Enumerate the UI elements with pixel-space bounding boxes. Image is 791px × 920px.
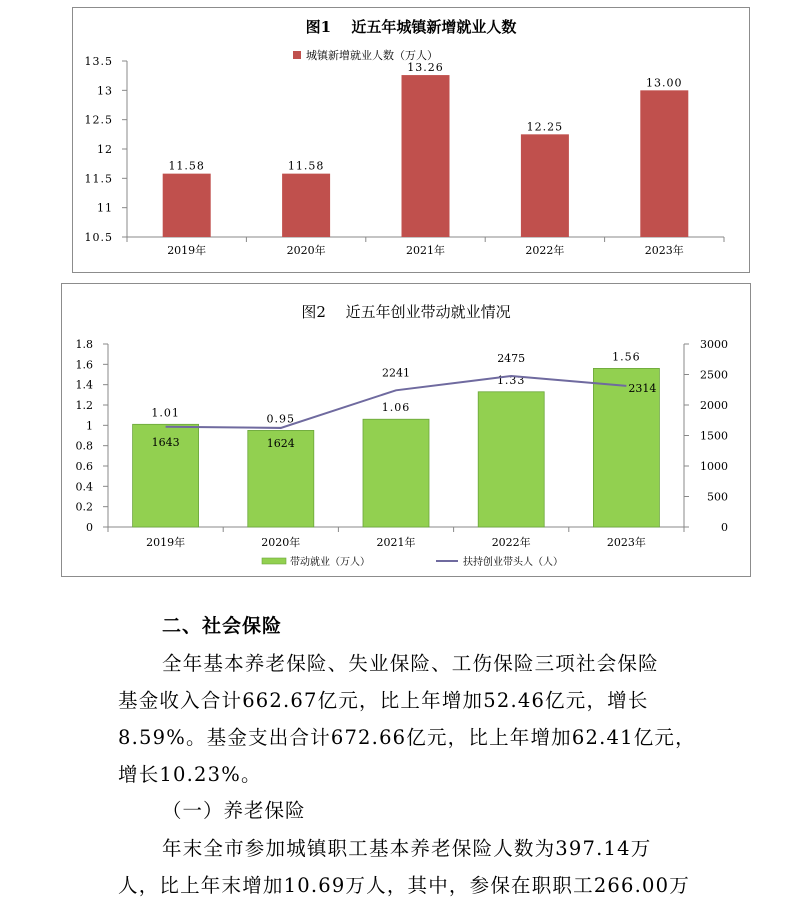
- chart2-bar: [478, 392, 544, 527]
- chart-new-urban-employment: [72, 7, 750, 273]
- paragraph-line: 全年基本养老保险、失业保险、工伤保险三项社会保险: [162, 652, 659, 675]
- paragraph-line: 基金收入合计662.67亿元，比上年增加52.46亿元，增长: [118, 689, 649, 712]
- chart1-bar: [402, 75, 450, 237]
- chart2-left-tick-label: 1.8: [75, 338, 93, 351]
- chart2-bar-label: 1.01: [151, 406, 180, 420]
- chart1-data-label: 11.58: [287, 159, 325, 173]
- chart1-y-tick-label: 12.5: [84, 113, 113, 127]
- chart2-line-label: 2241: [382, 366, 410, 380]
- chart2-right-tick-label: 1000: [700, 460, 728, 473]
- chart1-title: 图1 近五年城镇新增就业人数: [305, 18, 517, 36]
- chart2-line-label: 2314: [628, 381, 657, 395]
- chart2-bar-label: 1.33: [496, 373, 526, 387]
- chart2-left-tick-label: 1.2: [75, 399, 93, 412]
- chart1-legend-label: 城镇新增就业人数（万人）: [306, 49, 438, 62]
- chart1-data-label: 13.26: [407, 61, 444, 75]
- chart2-right-tick-label: 0: [721, 521, 728, 534]
- paragraph-line: 年末全市参加城镇职工基本养老保险人数为397.14万: [162, 837, 652, 860]
- paragraph-line: 人，比上年末增加10.69万人，其中，参保在职职工266.00万: [118, 874, 690, 897]
- chart1-legend-swatch: [293, 51, 301, 59]
- chart2-bar: [363, 419, 429, 527]
- chart1-data-label: 13.00: [646, 76, 683, 90]
- chart1-y-tick-label: 11.5: [84, 172, 113, 186]
- chart2-left-tick-label: 0.2: [75, 500, 93, 514]
- chart1-y-tick-label: 10.5: [84, 231, 113, 244]
- paragraph-line: 8.59%。基金支出合计672.66亿元，比上年增加62.41亿元，: [118, 726, 696, 749]
- chart2-left-tick-label: 0.6: [75, 460, 93, 473]
- chart2-left-tick-label: 1: [86, 419, 93, 433]
- chart1-x-tick-label: 2020年: [286, 244, 326, 257]
- subsection-heading: （一）养老保险: [162, 799, 306, 822]
- chart2-left-tick-label: 1.6: [75, 358, 93, 372]
- chart1-bar: [521, 134, 569, 237]
- chart2-x-tick-label: 2023年: [606, 536, 646, 549]
- chart2-left-tick-label: 1.4: [75, 378, 93, 392]
- chart-entrepreneurship-employment: [61, 283, 751, 577]
- chart2-right-tick-label: 2500: [700, 368, 728, 382]
- chart1-bar: [640, 90, 688, 237]
- chart1-y-tick-label: 11: [97, 201, 113, 215]
- chart2-bar-label: 1.56: [612, 350, 641, 364]
- chart1-x-tick-label: 2023年: [644, 244, 684, 257]
- chart2-svg: [62, 284, 750, 576]
- chart2-bar-label: 1.06: [381, 401, 411, 415]
- chart2-x-tick-label: 2021年: [376, 536, 416, 549]
- chart1-y-tick-label: 13.5: [84, 55, 113, 68]
- chart2-x-tick-label: 2020年: [261, 536, 301, 549]
- chart1-y-tick-label: 12: [97, 143, 113, 156]
- section-heading: 二、社会保险: [162, 615, 283, 637]
- chart2-left-tick-label: 0: [86, 521, 93, 534]
- chart1-bar: [282, 174, 330, 237]
- chart1-x-tick-label: 2021年: [406, 244, 445, 257]
- chart2-right-tick-label: 3000: [700, 338, 728, 351]
- chart2-right-tick-label: 2000: [700, 399, 728, 412]
- chart1-svg: [73, 8, 749, 272]
- chart2-x-tick-label: 2019年: [146, 536, 186, 549]
- chart2-line-label: 1624: [266, 436, 295, 450]
- chart2-line-label: 1643: [151, 435, 180, 449]
- chart1-y-tick-label: 13: [97, 84, 113, 98]
- chart2-line-label: 2475: [497, 352, 526, 366]
- chart1-x-tick-label: 2019年: [167, 244, 207, 257]
- chart2-left-tick-label: 0.8: [75, 439, 93, 453]
- chart2-bar-label: 0.95: [266, 412, 296, 426]
- chart2-left-tick-label: 0.4: [75, 480, 93, 494]
- chart1-bar: [163, 174, 211, 237]
- chart2-legend-bar-swatch: [262, 558, 286, 564]
- chart1-data-label: 11.58: [168, 159, 205, 173]
- paragraph-line: 增长10.23%。: [118, 763, 262, 786]
- chart2-legend-bar-label: 带动就业（万人）: [290, 557, 370, 568]
- chart1-x-tick-label: 2022年: [525, 244, 565, 257]
- chart2-legend-line-label: 扶持创业带头人（人）: [463, 557, 563, 568]
- chart1-data-label: 12.25: [526, 120, 564, 134]
- chart2-right-tick-label: 1500: [700, 429, 728, 443]
- chart2-title: 图2 近五年创业带动就业情况: [301, 303, 511, 321]
- chart2-right-tick-label: 500: [707, 490, 728, 504]
- chart2-x-tick-label: 2022年: [491, 536, 531, 549]
